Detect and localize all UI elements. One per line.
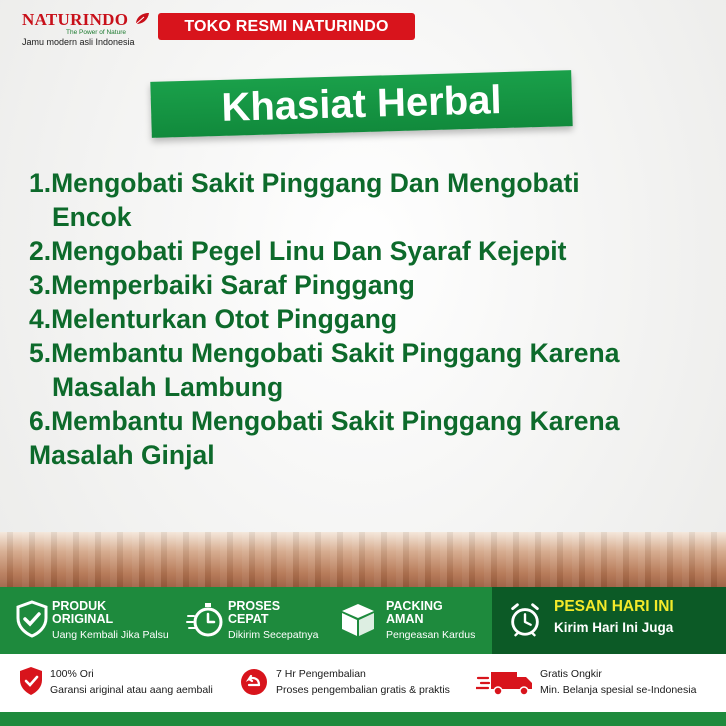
guarantee-subtitle: Garansi ariginal atau aang aembali <box>50 684 213 696</box>
feature-packing <box>330 587 492 654</box>
alarm-clock-icon <box>506 601 544 639</box>
official-store-badge: TOKO RESMI NATURINDO <box>158 13 415 40</box>
guarantee-title: Gratis Ongkir <box>540 668 602 680</box>
list-item <box>29 268 709 302</box>
guarantee-subtitle: Proses pengembalian gratis & praktis <box>276 684 450 696</box>
logo-tagline: The Power of Nature <box>66 29 126 36</box>
wood-texture <box>0 532 726 587</box>
list-item <box>29 166 709 234</box>
features-bar <box>0 587 726 654</box>
benefit-line: 6.Membantu Mengobati Sakit Pinggang Karena <box>29 406 620 436</box>
guarantee-bar <box>0 654 726 712</box>
guarantee-title: 100% Ori <box>50 668 94 680</box>
feature-fast <box>180 587 330 654</box>
feature-title: AMAN <box>386 612 424 626</box>
benefit-line-continued: Masalah Lambung <box>52 372 284 402</box>
benefits-list <box>29 166 709 472</box>
benefit-line-continued: Encok <box>52 202 132 232</box>
feature-title: PRODUK <box>52 599 107 613</box>
list-item <box>29 302 709 336</box>
bottom-strip <box>0 712 726 726</box>
list-item <box>29 404 709 472</box>
benefit-line: 4.Melenturkan Otot Pinggang <box>29 304 398 334</box>
benefit-line-continued: Masalah Ginjal <box>29 440 215 470</box>
benefit-line: 5.Membantu Mengobati Sakit Pinggang Karena <box>29 338 620 368</box>
order-subtitle: Kirim Hari Ini Juga <box>554 620 674 635</box>
benefit-line: 2.Mengobati Pegel Linu Dan Syaraf Kejepit <box>29 236 567 266</box>
benefit-line: 1.Mengobati Sakit Pinggang Dan Mengobati <box>29 168 580 198</box>
list-item <box>29 234 709 268</box>
stopwatch-icon <box>186 599 226 639</box>
shield-check-icon <box>18 666 44 696</box>
benefit-line: 3.Memperbaiki Saraf Pinggang <box>29 270 415 300</box>
feature-original <box>0 587 180 654</box>
feature-subtitle: Uang Kembali Jika Palsu <box>52 629 169 641</box>
feature-title: PROSES <box>228 599 281 613</box>
logo-word: NATURINDO <box>22 10 129 29</box>
delivery-truck-icon <box>476 668 534 696</box>
feature-title: PACKING <box>386 599 443 613</box>
leaf-icon <box>134 12 150 26</box>
return-arrow-icon <box>240 668 268 696</box>
logo-subtitle: Jamu modern asli Indonesia <box>22 37 135 47</box>
feature-subtitle: Pengeasan Kardus <box>386 629 476 641</box>
page-title: Khasiat Herbal <box>150 70 572 138</box>
shield-check-icon <box>12 599 52 639</box>
feature-title: CEPAT <box>228 612 269 626</box>
feature-title: ORIGINAL <box>52 612 114 626</box>
list-item <box>29 336 709 404</box>
order-title: PESAN HARI INI <box>554 598 674 615</box>
guarantee-title: 7 Hr Pengembalian <box>276 668 366 680</box>
feature-subtitle: Dikirim Secepatnya <box>228 629 319 641</box>
naturindo-logo <box>22 10 152 48</box>
box-icon <box>338 599 378 639</box>
guarantee-subtitle: Min. Belanja spesial se-Indonesia <box>540 684 697 696</box>
